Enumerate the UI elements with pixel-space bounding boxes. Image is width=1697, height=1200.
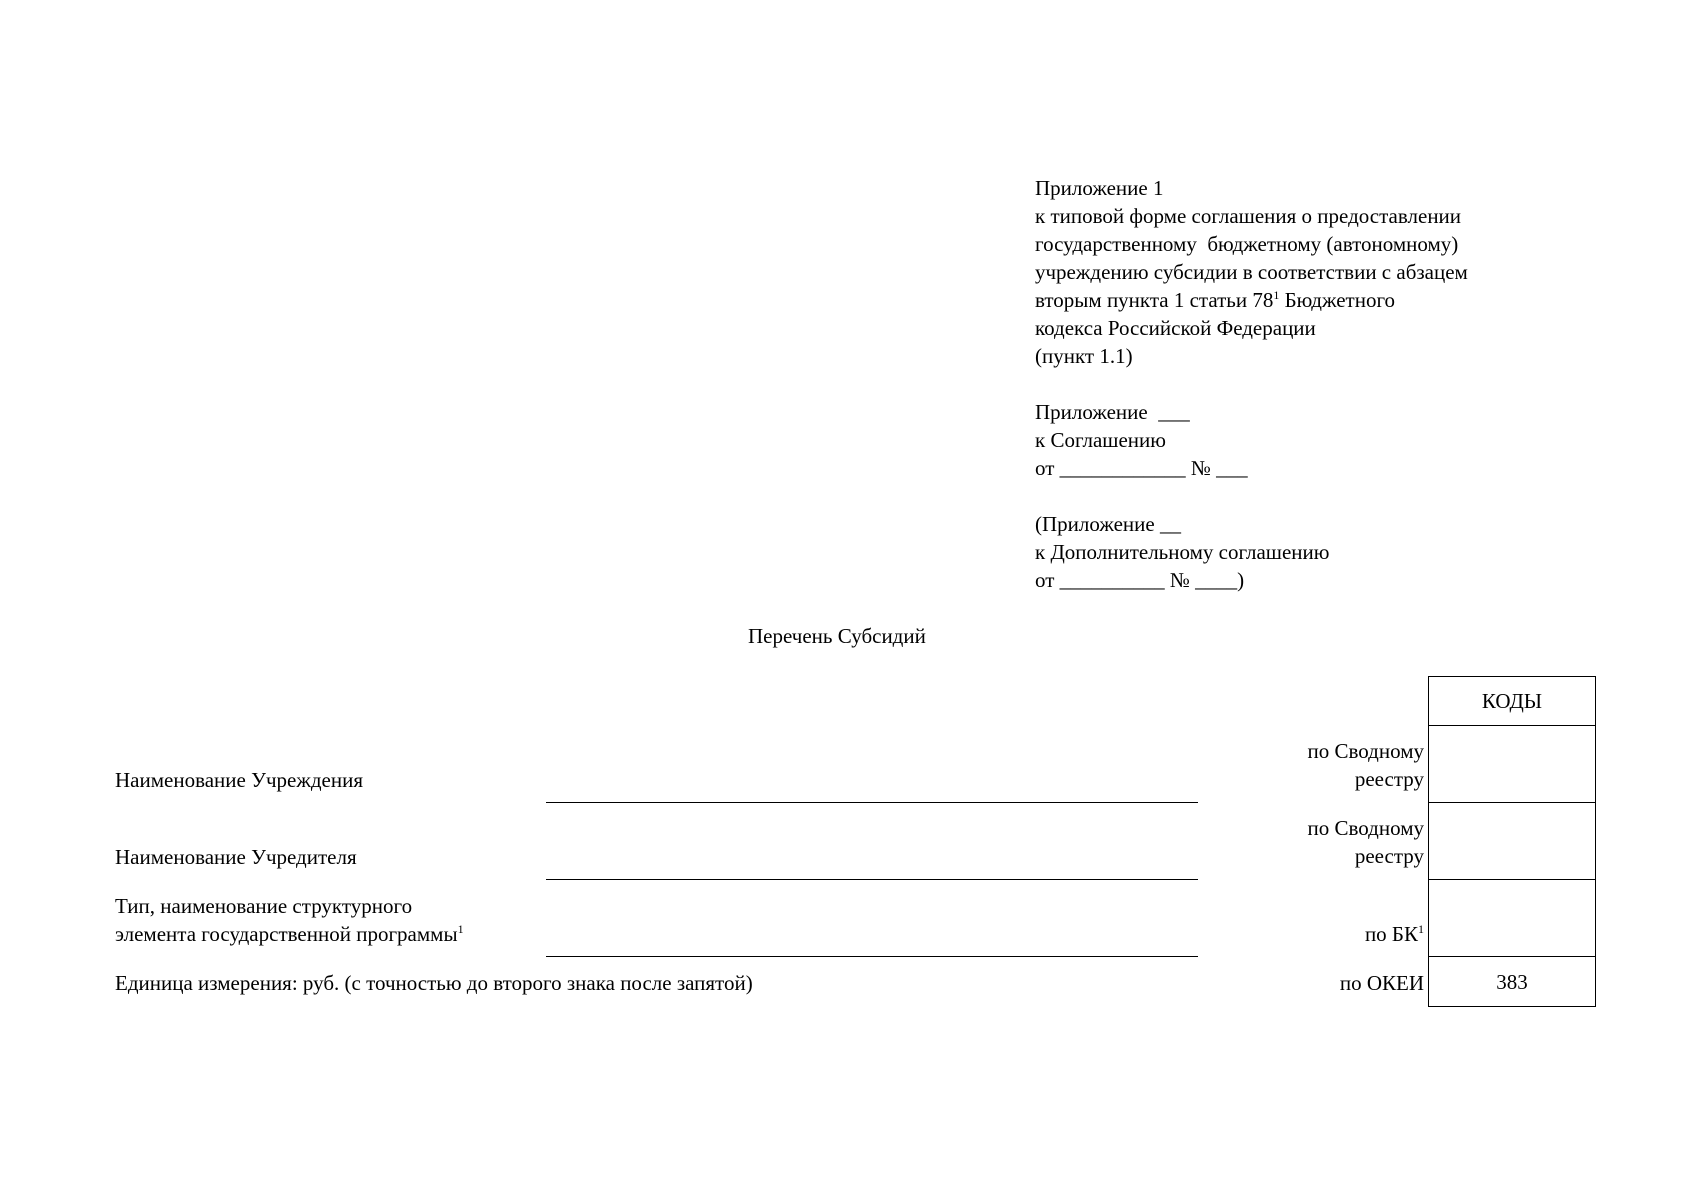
codes-header: КОДЫ (1429, 677, 1596, 726)
institution-label: Наименование Учреждения (115, 768, 363, 792)
appendix-line-1: Приложение 1 (1035, 176, 1164, 200)
founder-label: Наименование Учредителя (115, 845, 357, 869)
program-label-line-2 (115, 920, 464, 948)
program-label-text: элемента государственной программы (115, 922, 458, 946)
supplementary-line-1: (Приложение __ (1035, 512, 1181, 536)
appendix-line-2: к типовой форме соглашения о предоставлении (1035, 204, 1462, 228)
registry-label-1-line-2: реестру (1354, 767, 1424, 791)
registry-label-1 (1308, 737, 1424, 793)
appendix-line-5-tail: Бюджетного (1279, 288, 1396, 312)
bk-label-text: по БК (1364, 922, 1418, 946)
unit-label: Единица измерения: руб. (с точностью до второго знака после запятой) (115, 971, 753, 995)
agreement-line-2: к Соглашению (1035, 428, 1166, 452)
registry-label-2 (1308, 814, 1424, 870)
registry-code-cell-1[interactable] (1429, 726, 1596, 803)
appendix-line-3: государственному бюджетному (автономному) (1035, 232, 1459, 256)
registry-label-2-line-2: реестру (1354, 844, 1424, 868)
founder-field-line[interactable] (546, 879, 1198, 880)
agreement-line-1: Приложение ___ (1035, 400, 1190, 424)
registry-code-cell-2[interactable] (1429, 803, 1596, 880)
institution-field-line[interactable] (546, 802, 1198, 803)
registry-label-1-line-1: по Сводному (1307, 739, 1424, 763)
footnote-mark: 1 (1418, 922, 1424, 936)
okei-code-cell: 383 (1429, 957, 1596, 1007)
agreement-line-3: от ____________ № ___ (1035, 456, 1248, 480)
approval-block (1035, 174, 1595, 594)
okei-label: по ОКЕИ (1339, 971, 1424, 995)
appendix-line-5 (1035, 286, 1595, 314)
appendix-line-5-text: вторым пункта 1 статьи 78 (1035, 288, 1274, 312)
appendix-line-4: учреждению субсидии в соответствии с абзацем (1035, 260, 1468, 284)
bk-code-cell[interactable] (1429, 880, 1596, 957)
footnote-mark: 1 (1273, 288, 1280, 302)
program-label-line-1: Тип, наименование структурного (115, 894, 413, 918)
appendix-line-6: кодекса Российской Федерации (1035, 316, 1316, 340)
document-title: Перечень Субсидий (748, 624, 926, 648)
program-field-line[interactable] (546, 956, 1198, 957)
footnote-mark: 1 (457, 922, 464, 936)
codes-table (1428, 676, 1596, 1007)
supplementary-line-3: от __________ № ____) (1035, 568, 1245, 592)
supplementary-line-2: к Дополнительному соглашению (1035, 540, 1330, 564)
appendix-line-7: (пункт 1.1) (1035, 344, 1133, 368)
registry-label-2-line-1: по Сводному (1307, 816, 1424, 840)
bk-label (1365, 920, 1424, 948)
